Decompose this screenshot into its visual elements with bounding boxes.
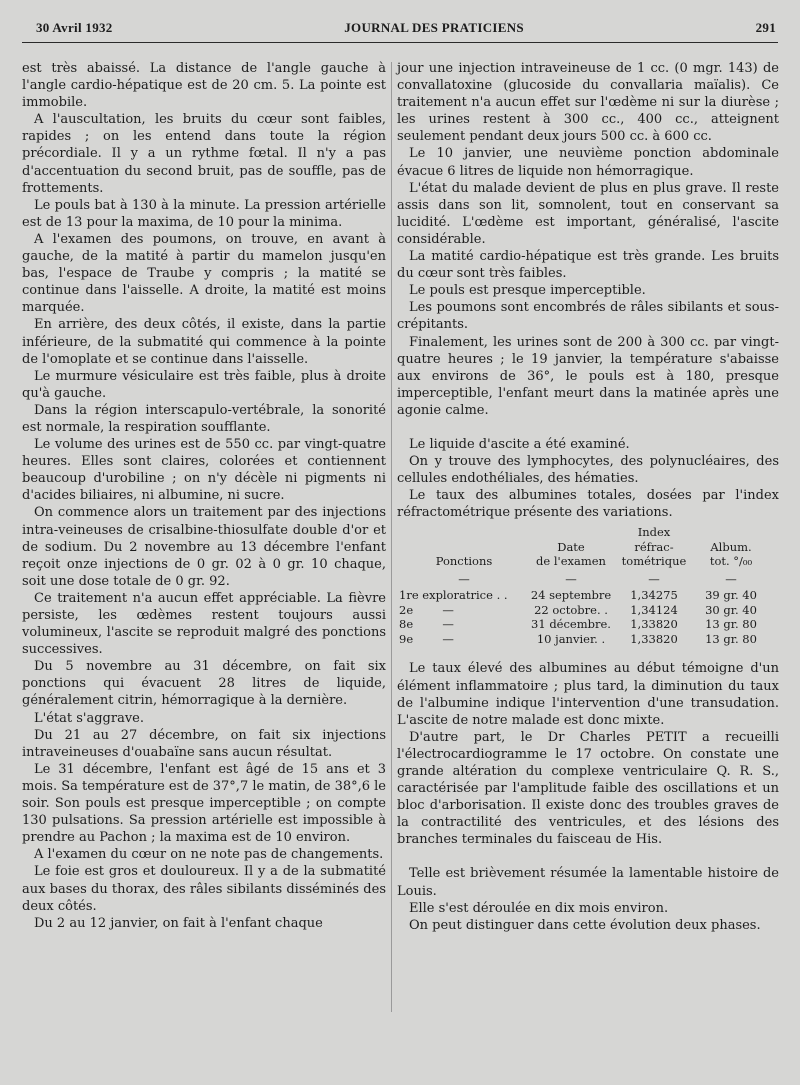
paragraph: Les poumons sont encombrés de râles sibilants et sous-crépitants.: [397, 300, 779, 333]
paragraph: On peut distinguer dans cette évolution deux phases.: [409, 917, 761, 933]
table-header-cell: réfrac-: [634, 539, 674, 554]
paragraph: A l'examen du cœur on ne note pas de changements.: [34, 847, 384, 863]
paragraph: Du 5 novembre au 31 décembre, on fait six ponctions qui évacuent 28 litres de liquide, généralement citrin, hémorragique à la dernière.: [22, 659, 386, 709]
paragraph: Ce traitement n'a aucun effet appréciable. La fièvre persiste, les œdèmes restent toujours aussi volumineux, l'ascite se reproduit malgré des ponctions successives.: [22, 590, 386, 658]
paragraph: Finalement, les urines sont de 200 à 300 cc. par vingt-quatre heures ; le 19 janvier, la température s'abaisse aux environs de 36°, le pouls est à 180, presque imperceptible, l'enfant meurt dans la matinée après une agonie calme.: [397, 334, 779, 418]
paragraph: Le 10 janvier, une neuvième ponction abdominale évacue 6 litres de liquide non hémorragique.: [397, 146, 779, 179]
paragraph: Le taux élevé des albumines au début témoigne d'un élément inflammatoire ; plus tard, la diminution du taux de l'albumine indique l'intervention d'une transudation. L'ascite de notre malade est donc mixte.: [397, 661, 779, 728]
column-divider: [391, 62, 392, 1012]
table-dash: —: [458, 571, 470, 586]
paragraph: D'autre part, le Dr Charles PETIT a recueilli l'électrocardiogramme le 17 octobre. On constate une grande altération du complexe ventriculaire Q. R. S., caractérisée par l'amplitude faible des oscillations et un bloc d'arborisation. Il existe donc des troubles graves de la contractilité des ventricules, et des lésions des branches terminales du faisceau de His.: [397, 729, 779, 848]
paragraph: est très abaissé. La distance de l'angle gauche à l'angle cardio-hépatique est de 20 cm. 5. La pointe est immobile.: [22, 61, 386, 111]
table-cell-albumin: 13 gr. 80: [705, 631, 757, 646]
right-column: [397, 60, 779, 934]
paragraph: Le 31 décembre, l'enfant est âgé de 15 ans et 3 mois. Sa température est de 37°,7 le matin, de 38°,6 le soir. Son pouls est presque imperceptible ; on compte 130 pulsations. Sa pression artérielle est impossible à prendre au Pachon ; la maxima est de 10 environ.: [22, 761, 386, 846]
paragraph: Le foie est gros et douloureux. Il y a de la submatité aux bases du thorax, des râles sibilants disséminés des deux côtés.: [22, 864, 386, 914]
albumin-table: [399, 525, 775, 646]
table-cell-albumin: 30 gr. 40: [705, 602, 757, 617]
table-cell-albumin: 39 gr. 40: [705, 588, 757, 603]
table-cell-date: 24 septembre: [530, 588, 612, 603]
table-cell-date: 22 octobre. .: [534, 602, 608, 617]
table-row: [399, 588, 775, 603]
table-dash: —: [725, 571, 737, 586]
table-cell-date: 31 décembre.: [531, 617, 611, 632]
table-header-cell: tot. °/₀₀: [709, 554, 753, 569]
paragraph: En arrière, des deux côtés, il existe, dans la partie inférieure, de la submatité qui commence à la pointe de l'omoplate et se continue dans l'aisselle.: [22, 317, 386, 367]
table-row: [399, 603, 775, 618]
paragraph: Telle est brièvement résumée la lamentable histoire de Louis.: [397, 866, 779, 899]
table-cell-index: 1,34124: [630, 602, 678, 617]
paragraph: Dans la région interscapulo-vertébrale, la sonorité est normale, la respiration soufflante.: [22, 402, 386, 435]
table-header-cell: tométrique: [621, 554, 687, 569]
table-header-cell: Index: [637, 525, 671, 540]
paragraph: A l'auscultation, les bruits du cœur sont faibles, rapides ; on les entend dans toute la région précordiale. Il y a un rythme fœtal. Il n'y a pas d'accentuation du second bruit, pas de souffle, pas de frottements.: [22, 112, 386, 196]
table-cell-ponction: 2e —: [399, 602, 454, 617]
table-header-row: [399, 540, 775, 555]
header-page-number: 291: [755, 20, 776, 35]
table-header-cell: Ponctions: [435, 554, 493, 569]
running-header: [36, 20, 776, 42]
paragraph: Du 2 au 12 janvier, on fait à l'enfant chaque: [34, 915, 323, 931]
header-journal-title: JOURNAL DES PRATICIENS: [344, 20, 524, 35]
left-column: [22, 60, 386, 932]
table-header-row: [399, 554, 775, 569]
table-row: [399, 617, 775, 632]
header-date: 30 Avril 1932: [36, 20, 113, 35]
paragraph: L'état du malade devient de plus en plus grave. Il reste assis dans son lit, somnolent, tout en conservant sa lucidité. L'œdème est important, généralisé, l'ascite considérable.: [397, 180, 779, 247]
paragraph: Le murmure vésiculaire est très faible, plus à droite qu'à gauche.: [22, 368, 386, 401]
paragraph: Du 21 au 27 décembre, on fait six injections intraveineuses d'ouabaïne sans aucun résultat.: [22, 727, 386, 760]
table-dash: —: [648, 571, 660, 586]
paragraph: Elle s'est déroulée en dix mois environ.: [409, 900, 669, 916]
paragraph: On y trouve des lymphocytes, des polynucléaires, des cellules endothéliales, des hématies.: [397, 454, 779, 487]
table-header-cell: de l'examen: [536, 554, 606, 569]
table-cell-date: 10 janvier. .: [536, 631, 606, 646]
table-cell-index: 1,33820: [630, 631, 678, 646]
table-dash-row: [399, 572, 775, 587]
table-row: [399, 632, 775, 647]
table-header-cell: Album.: [710, 539, 752, 554]
paragraph: La matité cardio-hépatique est très grande. Les bruits du cœur sont très faibles.: [397, 249, 779, 282]
paragraph: Le pouls bat à 130 à la minute. La pression artérielle est de 13 pour la maxima, de 10 pour la minima.: [22, 197, 386, 230]
paragraph: On commence alors un traitement par des injections intra-veineuses de crisalbine-thiosulfate double d'or et de sodium. Du 2 novembre au 13 décembre l'enfant reçoit onze injections de 0 gr. 02 à 0 gr. 10 chaque, soit une dose totale de 0 gr. 92.: [22, 505, 386, 589]
paragraph: Le pouls est presque imperceptible.: [409, 283, 646, 299]
paragraph: A l'examen des poumons, on trouve, en avant à gauche, de la matité à partir du mamelon jusqu'en bas, l'espace de Traube y compris ; la matité se continue dans l'aisselle. A droite, la matité est moins marquée.: [22, 231, 386, 316]
table-cell-index: 1,33820: [630, 617, 678, 632]
table-header-cell: Date: [557, 539, 585, 554]
paragraph: jour une injection intraveineuse de 1 cc. (0 mgr. 143) de convallatoxine (glucoside du convallaria maïalis). Ce traitement n'a aucun effet sur l'œdème ni sur la diurèse ; les urines restent à 300 cc., 400 cc., atteignent seulement pendant deux jours 500 cc. à 600 cc.: [397, 61, 779, 145]
table-cell-ponction: 1re exploratrice . .: [399, 588, 508, 603]
table-header-row: [399, 525, 775, 540]
paragraph: L'état s'aggrave.: [34, 710, 145, 726]
paragraph: Le liquide d'ascite a été examiné.: [409, 436, 630, 452]
header-rule: [22, 42, 778, 43]
paragraph: Le taux des albumines totales, dosées par l'index réfractométrique présente des variations.: [397, 488, 779, 521]
paragraph: Le volume des urines est de 550 cc. par vingt-quatre heures. Elles sont claires, colorées et contiennent beaucoup d'urobiline ; on n'y décèle ni pigments ni d'acides biliaires, ni albumine, ni sucre.: [22, 437, 386, 504]
table-cell-albumin: 13 gr. 80: [705, 617, 757, 632]
table-cell-ponction: 9e —: [399, 631, 454, 646]
table-dash: —: [565, 571, 577, 586]
table-cell-ponction: 8e —: [399, 617, 454, 632]
table-cell-index: 1,34275: [630, 588, 678, 603]
